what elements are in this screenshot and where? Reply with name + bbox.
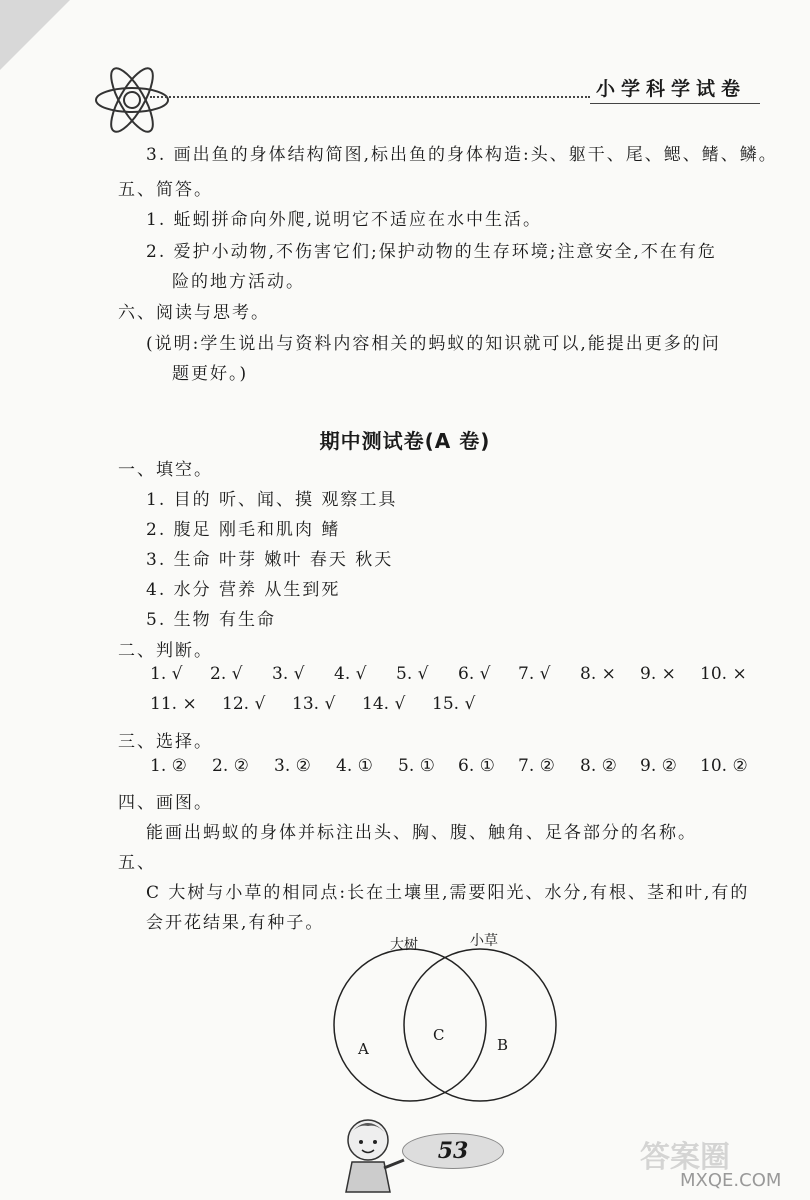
answer-line: 3. 画出鱼的身体结构简图,标出鱼的身体构造:头、躯干、尾、鳃、鳍、鳞。 [146,145,778,165]
section-heading: 五、简答。 [118,180,213,200]
judge-answer: 14. √ [362,694,406,714]
choice-answer: 8. ② [580,756,617,776]
judge-answer: 5. √ [396,664,429,684]
judge-answer: 10. × [700,664,747,684]
choice-answer: 3. ② [274,756,311,776]
atom-icon [92,60,172,140]
answer-line: 能画出蚂蚁的身体并标注出头、胸、腹、触角、足各部分的名称。 [146,823,697,843]
section-heading: 一、填空。 [118,460,213,480]
venn-circle-left [334,949,486,1101]
header-dotted-rule [150,96,590,98]
fill-answer: 4. 水分 营养 从生到死 [146,580,341,600]
judge-answer: 4. √ [334,664,367,684]
section-heading: 四、画图。 [118,793,213,813]
header-title: 小学科学试卷 [596,78,747,100]
venn-region-b: B [497,1036,509,1054]
judge-answer: 3. √ [272,664,305,684]
header-underline [590,103,760,104]
choice-answer: 10. ② [700,756,748,776]
fill-answer: 3. 生命 叶芽 嫩叶 春天 秋天 [146,550,394,570]
choice-answer: 2. ② [212,756,249,776]
section-heading: 三、选择。 [118,732,213,752]
judge-answer: 7. √ [518,664,551,684]
page-corner-fold [0,0,70,70]
judge-answer: 8. × [580,664,616,684]
section-heading: 二、判断。 [118,641,213,661]
venn-region-a: A [358,1040,369,1058]
choice-answer: 6. ① [458,756,495,776]
judge-answer: 15. √ [432,694,476,714]
section-heading: 五、 [118,853,156,873]
answer-line: 会开花结果,有种子。 [146,913,325,933]
choice-answer: 7. ② [518,756,555,776]
answer-line: C 大树与小草的相同点:长在土壤里,需要阳光、水分,有根、茎和叶,有的 [146,883,750,903]
judge-answer: 9. × [640,664,676,684]
section-heading: 六、阅读与思考。 [118,303,270,323]
watermark-url: MXQE.COM [680,1170,782,1191]
venn-label-left: 大树 [390,937,418,953]
watermark-logo: 答案圈 [640,1140,730,1175]
answer-line: 险的地方活动。 [172,272,305,292]
choice-answer: 1. ② [150,756,187,776]
judge-answer: 12. √ [222,694,266,714]
choice-answer: 4. ① [336,756,373,776]
fill-answer: 5. 生物 有生命 [146,610,277,630]
venn-region-c: C [433,1026,445,1044]
answer-line: (说明:学生说出与资料内容相关的蚂蚁的知识就可以,能提出更多的问 [146,334,721,354]
judge-answer: 11. × [150,694,197,714]
choice-answer: 9. ② [640,756,677,776]
exam-title: 期中测试卷(A 卷) [319,429,491,453]
fill-answer: 2. 腹足 刚毛和肌肉 鳍 [146,520,341,540]
judge-answer: 2. √ [210,664,243,684]
venn-circle-right [404,949,556,1101]
answer-line: 题更好。) [172,364,249,384]
choice-answer: 5. ① [398,756,435,776]
judge-answer: 13. √ [292,694,336,714]
cartoon-boy-icon [338,1112,408,1194]
fill-answer: 1. 目的 听、闻、摸 观察工具 [146,490,398,510]
venn-label-right: 小草 [470,933,498,949]
venn-diagram [320,925,560,1105]
judge-answer: 1. √ [150,664,183,684]
page-number: 53 [402,1133,504,1169]
judge-answer: 6. √ [458,664,491,684]
answer-line: 2. 爱护小动物,不伤害它们;保护动物的生存环境;注意安全,不在有危 [146,242,717,262]
answer-line: 1. 蚯蚓拼命向外爬,说明它不适应在水中生活。 [146,210,543,230]
